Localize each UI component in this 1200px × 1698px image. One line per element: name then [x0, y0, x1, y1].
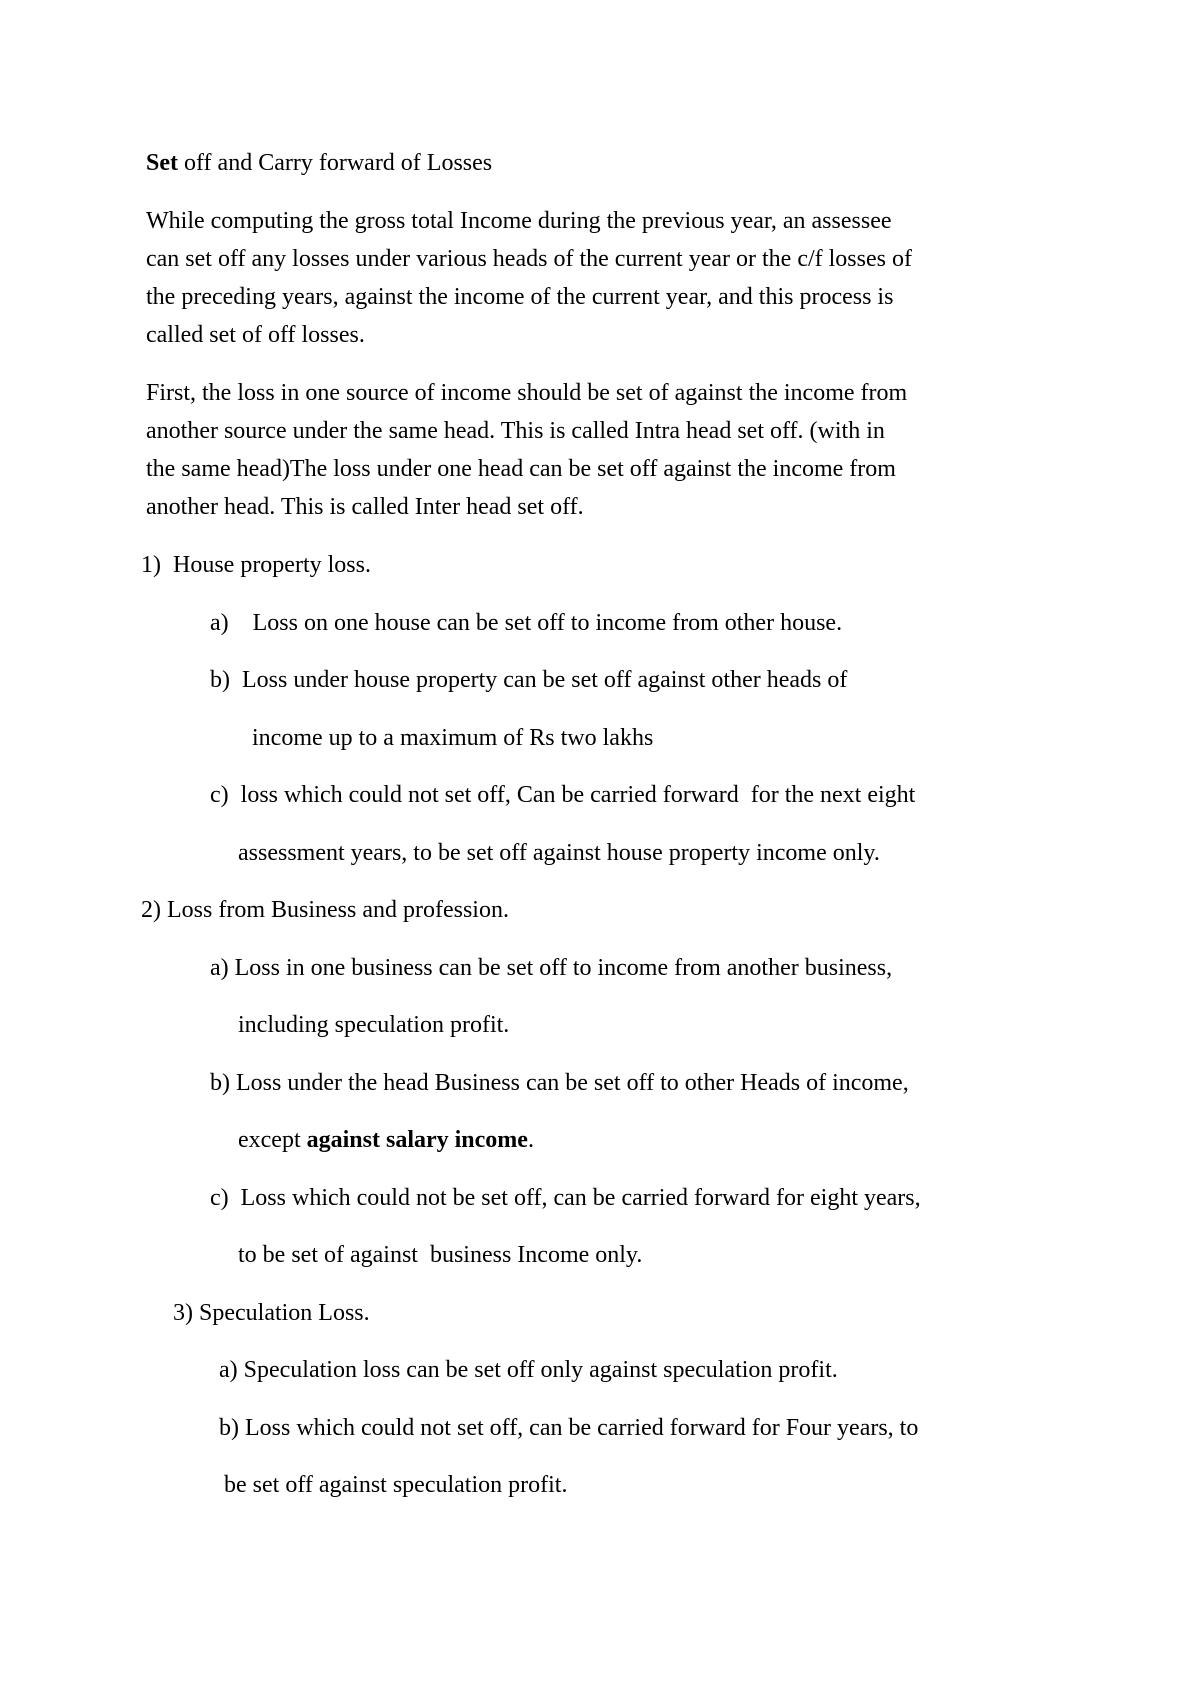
title-bold-word: Set [146, 150, 178, 176]
section-1-heading: 1) House property loss. [141, 552, 371, 578]
heads-paragraph-line: the same head)The loss under one head can be set off against the income from [146, 456, 896, 482]
intro-line: the preceding years, against the income of the current year, and this process is [146, 284, 894, 310]
section-1-item-b-continued: income up to a maximum of Rs two lakhs [252, 725, 654, 751]
item-b-suffix: . [527, 1127, 534, 1153]
section-1-item-a: a) Loss on one house can be set off to income from other house. [210, 610, 843, 636]
intro-line: called set of off losses. [146, 322, 365, 348]
section-1-item-c: c) loss which could not set off, Can be carried forward for the next eight [210, 782, 916, 808]
section-2-item-b: b) Loss under the head Business can be set off to other Heads of income, [210, 1070, 909, 1096]
item-b-prefix: except [238, 1127, 307, 1153]
intro-line: can set off any losses under various heads of the current year or the c/f losses of [146, 246, 912, 272]
section-2-item-a-continued: including speculation profit. [238, 1012, 510, 1038]
heads-paragraph-line: another head. This is called Inter head set off. [146, 494, 584, 520]
section-2-item-b-continued [238, 1126, 534, 1155]
section-2-item-c-continued: to be set of against business Income only. [238, 1242, 643, 1268]
heads-paragraph-line: First, the loss in one source of income should be set of against the income from [146, 380, 908, 406]
document-title [146, 149, 492, 178]
section-2-heading: 2) Loss from Business and profession. [141, 897, 509, 923]
section-1-item-c-continued: assessment years, to be set off against house property income only. [238, 840, 880, 866]
section-1-item-b: b) Loss under house property can be set off against other heads of [210, 667, 848, 693]
title-rest: off and Carry forward of Losses [178, 150, 493, 176]
section-3-heading: 3) Speculation Loss. [173, 1300, 370, 1326]
heads-paragraph-line: another source under the same head. This is called Intra head set off. (with in [146, 418, 885, 444]
section-2-item-a: a) Loss in one business can be set off to income from another business, [210, 955, 893, 981]
section-2-item-c: c) Loss which could not be set off, can be carried forward for eight years, [210, 1185, 921, 1211]
intro-line: While computing the gross total Income during the previous year, an assessee [146, 208, 892, 234]
section-3-item-b-continued: be set off against speculation profit. [224, 1472, 568, 1498]
section-3-item-b: b) Loss which could not set off, can be carried forward for Four years, to [219, 1415, 919, 1441]
section-3-item-a: a) Speculation loss can be set off only against speculation profit. [219, 1357, 838, 1383]
emphasis-salary-income: against salary income [306, 1127, 528, 1153]
